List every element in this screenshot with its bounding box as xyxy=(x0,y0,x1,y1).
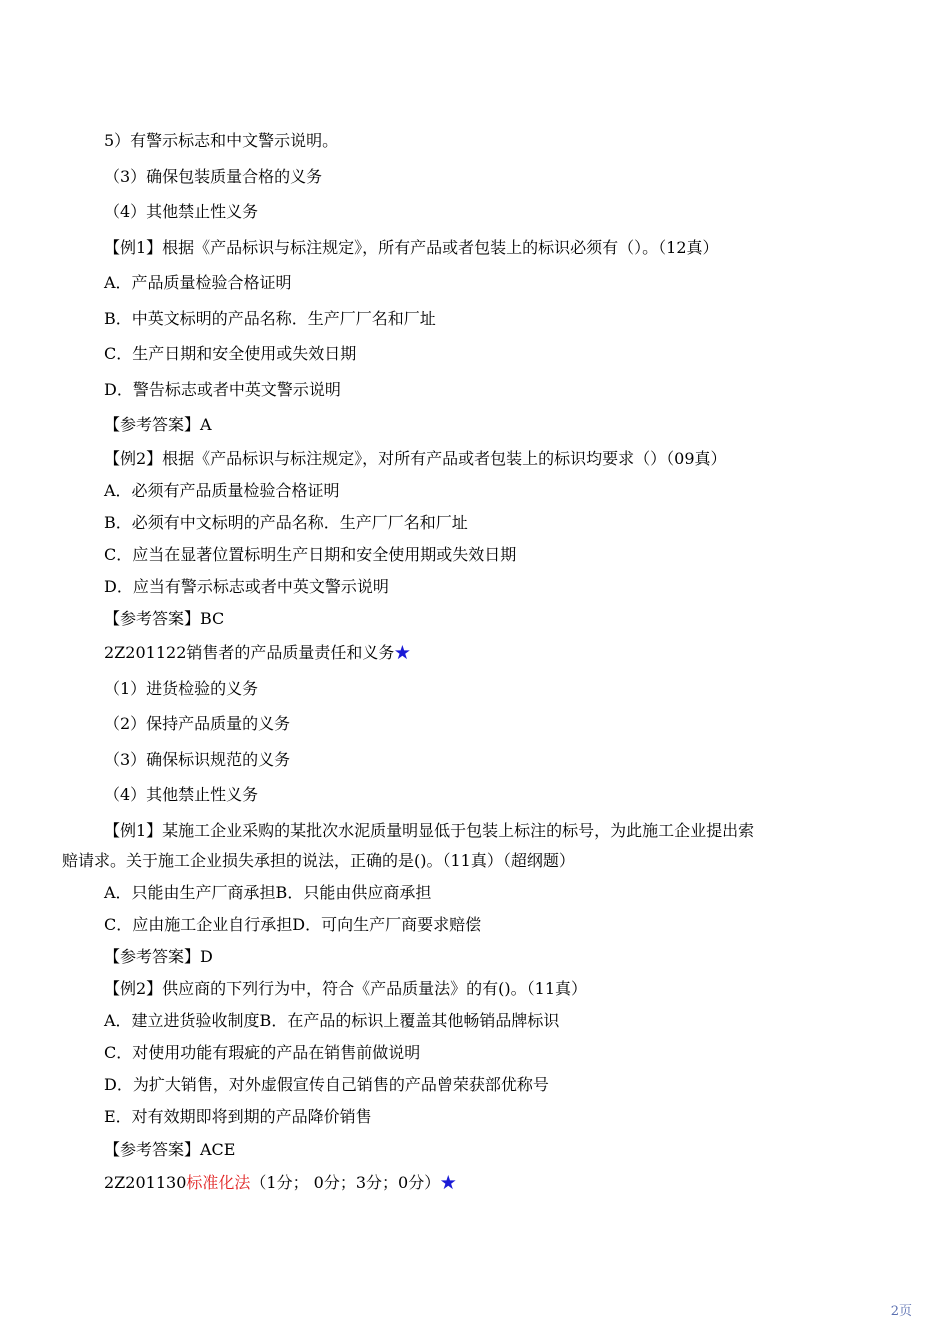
option-b: B．中英文标明的产品名称．生产厂厂名和厂址 xyxy=(104,309,436,328)
example-question: 【例1】根据《产品标识与标注规定》，所有产品或者包装上的标识必须有（）。（12真） xyxy=(104,238,719,257)
example-question-continued: 赔请求。关于施工企业损失承担的说法，正确的是()。（11真）（超纲题） xyxy=(62,851,575,870)
example-question: 【例2】根据《产品标识与标注规定》，对所有产品或者包装上的标识均要求（）（09真） xyxy=(104,449,727,468)
example-question: 【例1】某施工企业采购的某批次水泥质量明显低于包装上标注的标号，为此施工企业提出索 xyxy=(104,821,755,840)
text-line: （1）进货检验的义务 xyxy=(104,679,259,698)
text-line: （3）确保包装质量合格的义务 xyxy=(104,167,323,186)
reference-answer: 【参考答案】D xyxy=(104,947,213,966)
option-ab: A．只能由生产厂商承担B．只能由供应商承担 xyxy=(104,883,432,902)
section-heading-text: 2Z201122销售者的产品质量责任和义务 xyxy=(104,643,395,662)
option-d: D．应当有警示标志或者中英文警示说明 xyxy=(104,577,389,596)
section-heading xyxy=(104,642,410,664)
option-ab: A．建立进货验收制度B．在产品的标识上覆盖其他畅销品牌标识 xyxy=(104,1011,560,1030)
section-heading xyxy=(104,1172,456,1194)
option-c: C．生产日期和安全使用或失效日期 xyxy=(104,344,357,363)
section-scores: （1分； 0分；3分；0分） xyxy=(250,1173,441,1192)
example-question: 【例2】供应商的下列行为中，符合《产品质量法》的有()。（11真） xyxy=(104,979,588,998)
option-a: A．必须有产品质量检验合格证明 xyxy=(104,481,340,500)
option-b: B．必须有中文标明的产品名称．生产厂厂名和厂址 xyxy=(104,513,468,532)
section-title: 标准化法 xyxy=(186,1173,251,1192)
option-cd: C．应由施工企业自行承担D．可向生产厂商要求赔偿 xyxy=(104,915,482,934)
reference-answer: 【参考答案】A xyxy=(104,415,212,434)
text-line: （3）确保标识规范的义务 xyxy=(104,750,291,769)
text-line: （4）其他禁止性义务 xyxy=(104,202,259,221)
text-line: （4）其他禁止性义务 xyxy=(104,785,259,804)
option-c: C．应当在显著位置标明生产日期和安全使用期或失效日期 xyxy=(104,545,517,564)
reference-answer: 【参考答案】ACE xyxy=(104,1140,236,1159)
option-d: D．警告标志或者中英文警示说明 xyxy=(104,380,341,399)
option-d: D．为扩大销售，对外虚假宣传自己销售的产品曾荣获部优称号 xyxy=(104,1075,549,1094)
section-code: 2Z201130 xyxy=(104,1173,187,1192)
page-number: 2页 xyxy=(890,1304,912,1319)
reference-answer: 【参考答案】BC xyxy=(104,609,225,628)
text-line: （2）保持产品质量的义务 xyxy=(104,714,291,733)
option-e: E．对有效期即将到期的产品降价销售 xyxy=(104,1107,372,1126)
option-c: C．对使用功能有瑕疵的产品在销售前做说明 xyxy=(104,1043,421,1062)
star-icon: ★ xyxy=(394,643,411,662)
text-line: 5）有警示标志和中文警示说明。 xyxy=(104,131,339,150)
option-a: A．产品质量检验合格证明 xyxy=(104,273,292,292)
star-icon: ★ xyxy=(440,1173,457,1192)
